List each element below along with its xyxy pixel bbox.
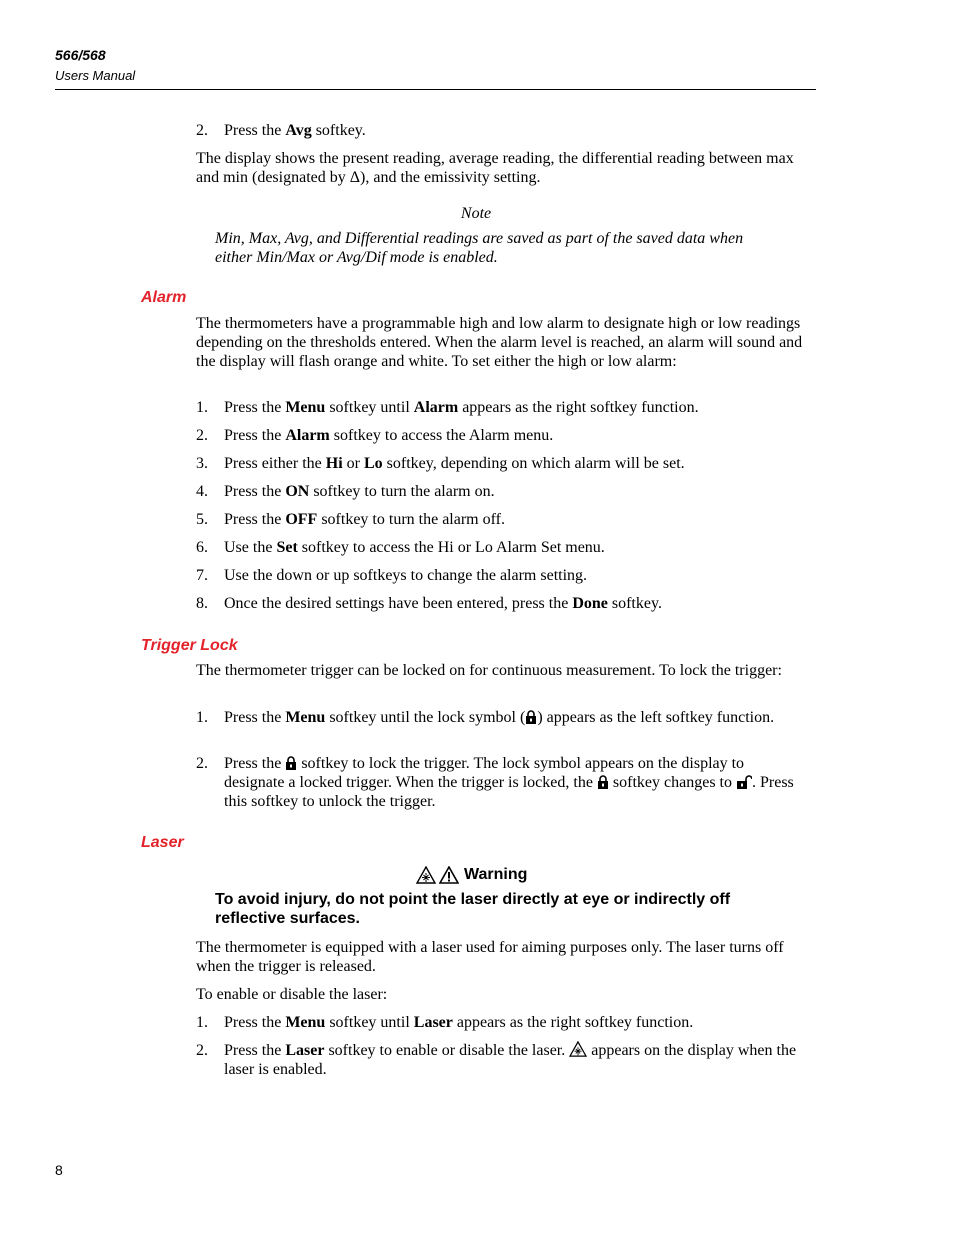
laser-warning-icon	[416, 866, 436, 884]
caution-icon	[439, 866, 459, 884]
manual-model: 566/568	[55, 47, 106, 63]
note-label: Note	[460, 205, 492, 222]
laser-enable-intro: To enable or disable the laser:	[196, 986, 388, 1003]
alarm-heading: Alarm	[141, 289, 187, 306]
warning-text: To avoid injury, do not point the laser directly at eye or indirectly off reflective surfaces.	[215, 891, 731, 927]
lock-icon	[597, 775, 609, 789]
note-text: Min, Max, Avg, and Differential readings are saved as part of the saved data when either Min/Max or Avg/Dif mode is enabled.	[215, 230, 744, 266]
step-number: 2.	[196, 122, 208, 139]
step-text: Press the Avg softkey.	[224, 122, 366, 139]
laser-icon	[569, 1041, 587, 1057]
display-description: The display shows the present reading, average reading, the differential reading between max and min (designated by Δ), and the emissivity setting.	[196, 150, 794, 186]
laser-description: The thermometer is equipped with a laser used for aiming purposes only. The laser turns off when the trigger is released.	[196, 939, 784, 975]
alarm-intro: The thermometers have a programmable high and low alarm to designate high or low readings depending on the thresholds entered. When the alarm level is reached, an alarm will sound and the display will flash orange and white. To set either the high or low alarm:	[196, 315, 803, 370]
lock-icon	[285, 756, 297, 770]
unlock-icon	[736, 775, 752, 789]
warning-label: Warning	[464, 866, 528, 883]
header-divider	[55, 89, 816, 90]
trigger-intro: The thermometer trigger can be locked on for continuous measurement. To lock the trigger:	[196, 662, 782, 679]
page-number: 8	[55, 1162, 63, 1178]
lock-icon	[525, 710, 537, 724]
trigger-lock-heading: Trigger Lock	[141, 637, 238, 654]
laser-heading: Laser	[141, 834, 184, 851]
manual-subtitle: Users Manual	[55, 68, 136, 83]
warning-title	[416, 866, 527, 884]
